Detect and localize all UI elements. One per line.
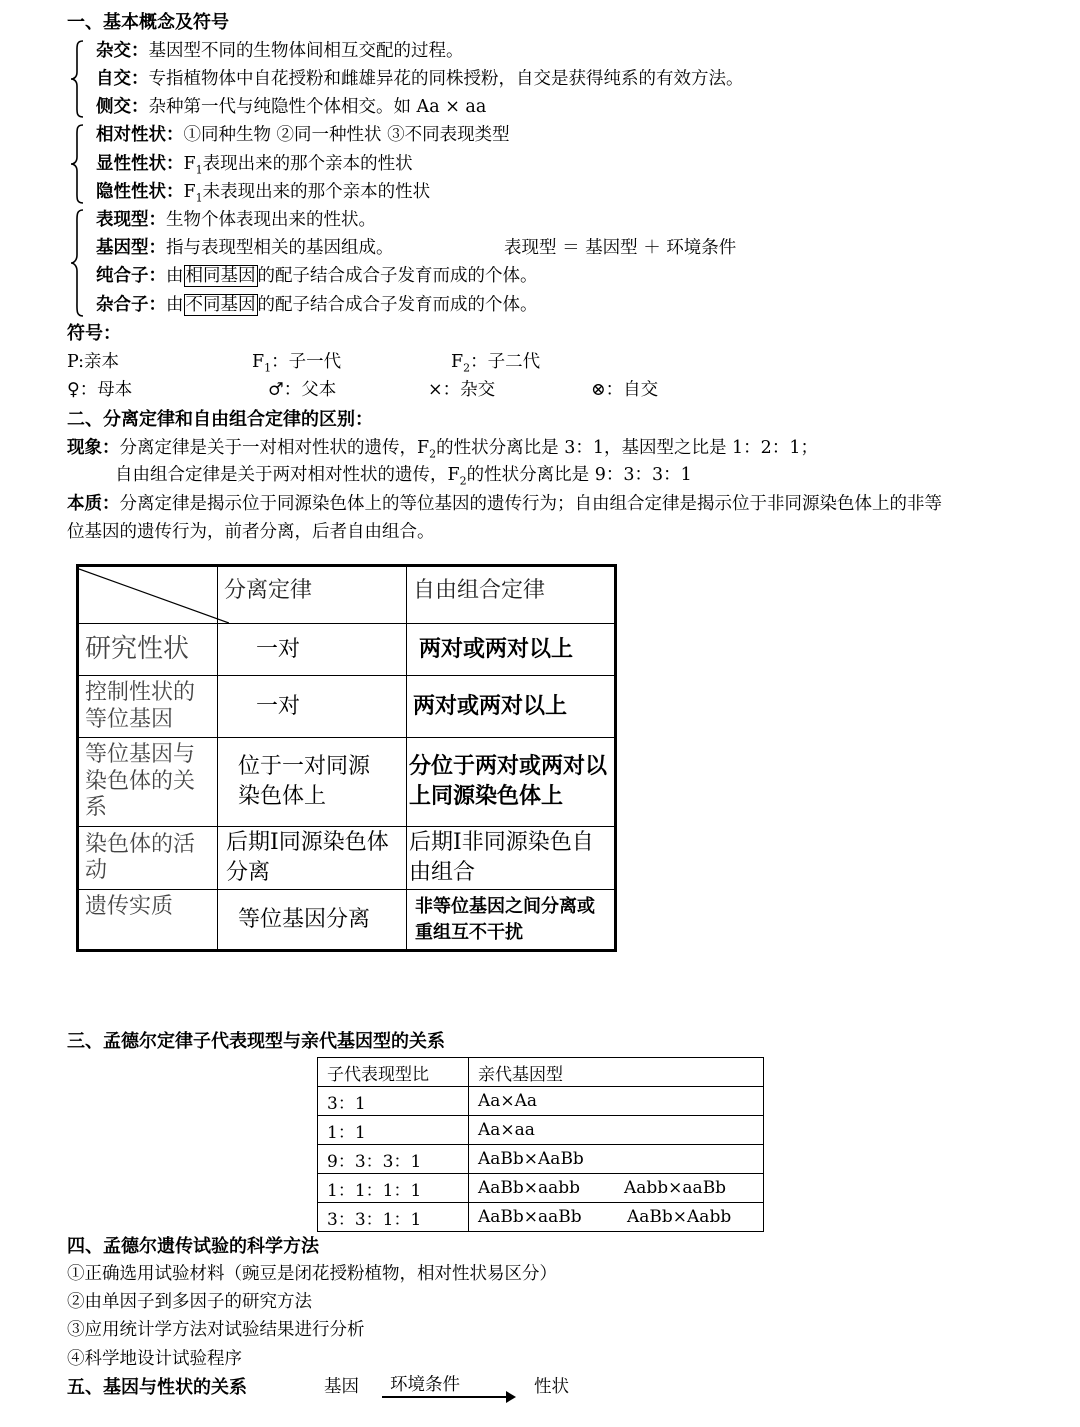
term-row: 纯合子：由 相同基因 的配子结合成合子发育而成的个体。	[96, 266, 538, 286]
term-row: 杂交：基因型不同的生物体间相互交配的过程。	[96, 41, 464, 61]
table-row: 控制性状的等位基因 一对 两对或两对以上	[78, 676, 616, 738]
environment-label: 环境条件	[390, 1375, 460, 1395]
term-row: 侧交：杂种第一代与纯隐性个体相交。如 Aa × aa	[96, 97, 487, 117]
symbols-title: 符号：	[67, 323, 121, 344]
table-row: 等位基因与染色体的关系 位于一对同源染色体上 分位于两对或两对以上同源染色体上	[78, 738, 616, 827]
section-1-title: 一、基本概念及符号	[67, 12, 229, 33]
header-independent: 自由组合定律	[407, 566, 616, 624]
symbol-male: ♂：父本	[268, 380, 337, 400]
phenomenon-line-1: 现象：分离定律是关于一对相对性状的遗传，$F_2$的性状分离比是 3：1，基因型之比是 1：2：1；	[67, 438, 818, 461]
term-row: 自交：专指植物体中自花授粉和雌雄异花的同株授粉，自交是获得纯系的有效方法。	[96, 69, 744, 89]
brace-icon	[70, 40, 84, 118]
section-4-title: 四、孟德尔遗传试验的科学方法	[67, 1236, 319, 1257]
table-header-row: 子代表现型比 亲代基因型	[318, 1058, 764, 1087]
symbol-female: ♀：母本	[67, 380, 133, 400]
section-3-title: 三、孟德尔定律子代表现型与亲代基因型的关系	[67, 1031, 445, 1052]
symbol-f1: $F_1$：子一代	[252, 352, 342, 375]
method-item: ②由单因子到多因子的研究方法	[67, 1292, 312, 1312]
table-row: 9：3：3：1 AaBb×AaBb	[318, 1145, 764, 1174]
method-item: ③应用统计学方法对试验结果进行分析	[67, 1320, 365, 1340]
section-2-title: 二、分离定律和自由组合定律的区别：	[67, 409, 373, 430]
method-item: ①正确选用试验材料（豌豆是闭花授粉植物，相对性状易区分）	[67, 1264, 557, 1284]
term-row: 隐性性状：$F_1$未表现出来的那个亲本的性状	[96, 182, 431, 205]
term-row: 杂合子：由 不同基因 的配子结合成合子发育而成的个体。	[96, 295, 538, 315]
formula: 表现型 ＝ 基因型 ＋ 环境条件	[504, 238, 737, 258]
table-row: 染色体的活动 后期Ⅰ同源染色体分离 后期Ⅰ非同源染色自由组合	[78, 827, 616, 890]
symbol-parent: P:亲本	[67, 352, 120, 372]
table-row: 1：1 Aa×aa	[318, 1116, 764, 1145]
term-row: 显性性状：$F_1$表现出来的那个亲本的性状	[96, 154, 413, 177]
term-row: 基因型：指与表现型相关的基因组成。	[96, 238, 394, 258]
table-row: 遗传实质 等位基因分离 非等位基因之间分离或重组互不干扰	[78, 890, 616, 951]
arrow-head-icon	[506, 1391, 516, 1403]
arrow-line-icon	[382, 1396, 512, 1398]
ratio-table	[317, 1057, 764, 1232]
section-5-title: 五、基因与性状的关系	[67, 1377, 247, 1398]
symbol-f2: $F_2$：子二代	[451, 352, 541, 375]
diagonal-line-icon	[79, 567, 229, 625]
phenomenon-line-2: 自由组合定律是关于两对相对性状的遗传，$F_2$的性状分离比是 9：3：3：1	[115, 465, 692, 488]
gene-label: 基因	[324, 1377, 359, 1397]
brace-icon	[70, 124, 84, 204]
header-separation: 分离定律	[218, 566, 407, 624]
term-row: 相对性状：①同种生物 ②同一种性状 ③不同表现类型	[96, 125, 510, 145]
table-row: 研究性状 一对 两对或两对以上	[78, 624, 616, 676]
table-header-row	[78, 566, 616, 624]
essence-line-1: 本质：分离定律是揭示位于同源染色体上的等位基因的遗传行为；自由组合定律是揭示位于非同源染色体上的非等	[67, 494, 942, 514]
table-row: 3：1 Aa×Aa	[318, 1087, 764, 1116]
comparison-table	[76, 564, 617, 952]
essence-line-2: 位基因的遗传行为，前者分离，后者自由组合。	[67, 522, 435, 542]
method-item: ④科学地设计试验程序	[67, 1349, 242, 1369]
table-row: 1：1：1：1 AaBb×aabb Aabb×aaBb	[318, 1174, 764, 1203]
term-row: 表现型：生物个体表现出来的性状。	[96, 210, 376, 230]
table-row: 3：3：1：1 AaBb×aaBb AaBb×Aabb	[318, 1203, 764, 1232]
brace-icon	[70, 209, 84, 317]
symbol-cross: ×：杂交	[428, 380, 496, 400]
symbol-self: ⊗：自交	[591, 380, 659, 400]
trait-label: 性状	[534, 1377, 569, 1397]
diagonal-header-cell	[78, 566, 218, 624]
